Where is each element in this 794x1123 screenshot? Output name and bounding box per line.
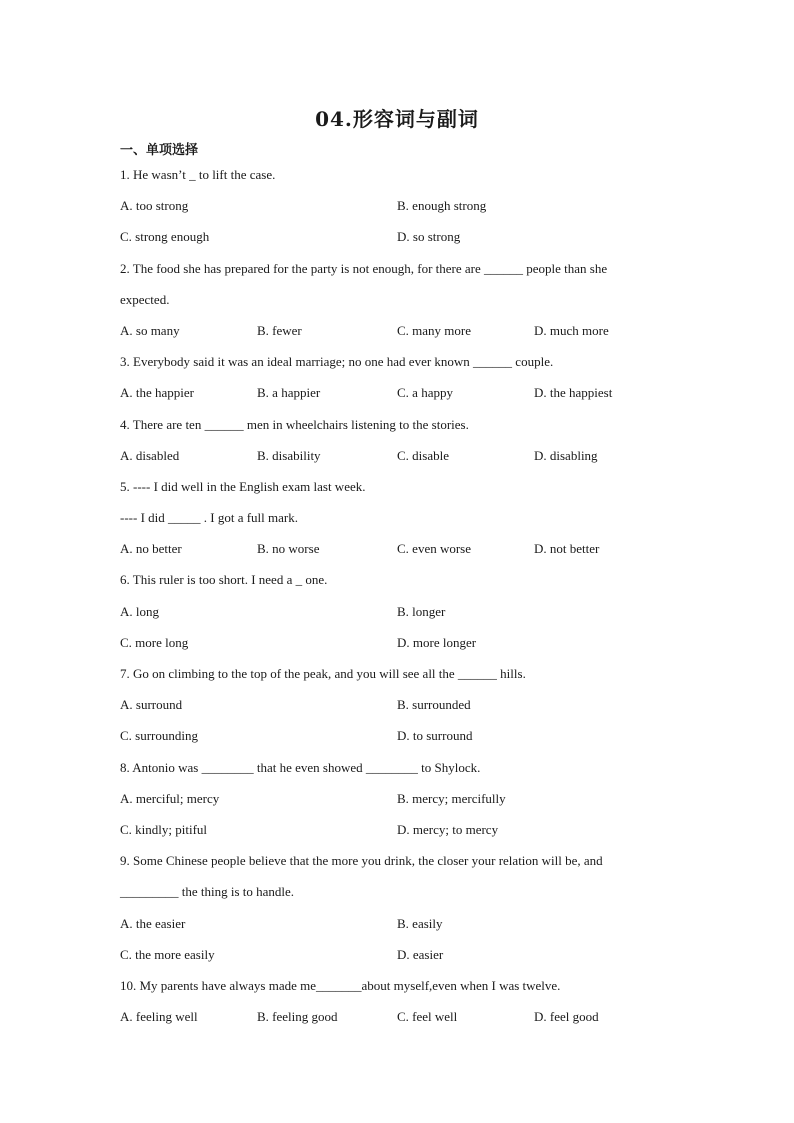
options-row [120, 939, 680, 970]
question-stem: 2. The food she has prepared for the party is not enough, for there are ______ people than she [120, 260, 608, 276]
options-row [120, 689, 680, 720]
answer-option: B. feeling good [257, 1009, 338, 1025]
question-stem: 9. Some Chinese people believe that the more you drink, the closer your relation will be, and [120, 853, 603, 869]
answer-option: B. enough strong [397, 198, 487, 214]
answer-option: C. even worse [397, 541, 472, 557]
options-row [120, 908, 680, 939]
answer-option: C. many more [397, 322, 472, 338]
options-row [120, 627, 680, 658]
answer-option: B. a happier [257, 385, 321, 401]
answer-option: A. long [120, 603, 159, 619]
answer-option: A. surround [120, 697, 183, 713]
answer-option: D. the happiest [534, 385, 613, 401]
section-heading: 一、单项选择 [120, 143, 199, 158]
answer-option: A. feeling well [120, 1009, 198, 1025]
answer-option: A. the easier [120, 915, 186, 931]
answer-option: C. kindly; pitiful [120, 821, 208, 837]
answer-option: A. disabled [120, 447, 180, 463]
answer-option: A. no better [120, 541, 182, 557]
answer-option: D. mercy; to mercy [397, 821, 499, 837]
answer-option: A. so many [120, 322, 180, 338]
answer-option: C. more long [120, 634, 189, 650]
question-stem: 3. Everybody said it was an ideal marriage; no one had ever known ______ couple. [120, 354, 554, 370]
answer-option: B. surrounded [397, 697, 471, 713]
answer-option: D. not better [534, 541, 600, 557]
options-row [120, 1001, 680, 1032]
options-row [120, 221, 680, 252]
question-stem: 1. He wasn’t _ to lift the case. [120, 167, 276, 182]
options-row [120, 814, 680, 845]
answer-option: B. easily [397, 915, 443, 931]
answer-option: A. merciful; mercy [120, 790, 220, 806]
options-row [120, 720, 680, 751]
answer-option: D. easier [397, 946, 444, 962]
answer-option: A. the happier [120, 385, 195, 401]
answer-option: C. disable [397, 447, 449, 463]
question-stem: 6. This ruler is too short. I need a _ one. [120, 572, 328, 588]
question-stem: 10. My parents have always made me_______about myself,even when I was twelve. [120, 977, 561, 993]
question-stem: ---- I did _____ . I got a full mark. [120, 510, 298, 526]
answer-option: B. longer [397, 603, 446, 619]
question-stem: expected. [120, 291, 170, 307]
answer-option: B. fewer [257, 322, 302, 338]
answer-option: C. the more easily [120, 946, 215, 962]
options-row [120, 533, 680, 564]
answer-option: C. surrounding [120, 728, 198, 744]
question-stem: 4. There are ten ______ men in wheelchairs listening to the stories. [120, 416, 469, 432]
question-stem: 7. Go on climbing to the top of the peak, and you will see all the ______ hills. [120, 666, 526, 681]
options-row [120, 315, 680, 346]
page-title: 04.形容词与副词 [315, 107, 479, 131]
answer-option: B. disability [257, 447, 321, 463]
question-stem: 5. ---- I did well in the English exam last week. [120, 478, 366, 494]
question-stem: 8. Antonio was ________ that he even showed ________ to Shylock. [120, 759, 481, 775]
options-row [120, 596, 680, 627]
question-list [120, 159, 680, 1032]
answer-option: C. a happy [397, 385, 453, 401]
answer-option: B. no worse [257, 541, 320, 557]
answer-option: C. feel well [397, 1009, 458, 1025]
answer-option: D. much more [534, 322, 609, 338]
answer-option: B. mercy; mercifully [397, 790, 506, 806]
answer-option: D. to surround [397, 728, 473, 744]
answer-option: C. strong enough [120, 229, 210, 245]
options-row [120, 783, 680, 814]
answer-option: D. feel good [534, 1009, 599, 1025]
answer-option: A. too strong [120, 198, 189, 214]
answer-option: D. disabling [534, 447, 598, 463]
answer-option: D. so strong [397, 229, 461, 245]
answer-option: D. more longer [397, 634, 477, 650]
options-row [120, 440, 680, 471]
options-row [120, 190, 680, 221]
question-stem: _________ the thing is to handle. [120, 884, 295, 900]
options-row [120, 377, 680, 408]
